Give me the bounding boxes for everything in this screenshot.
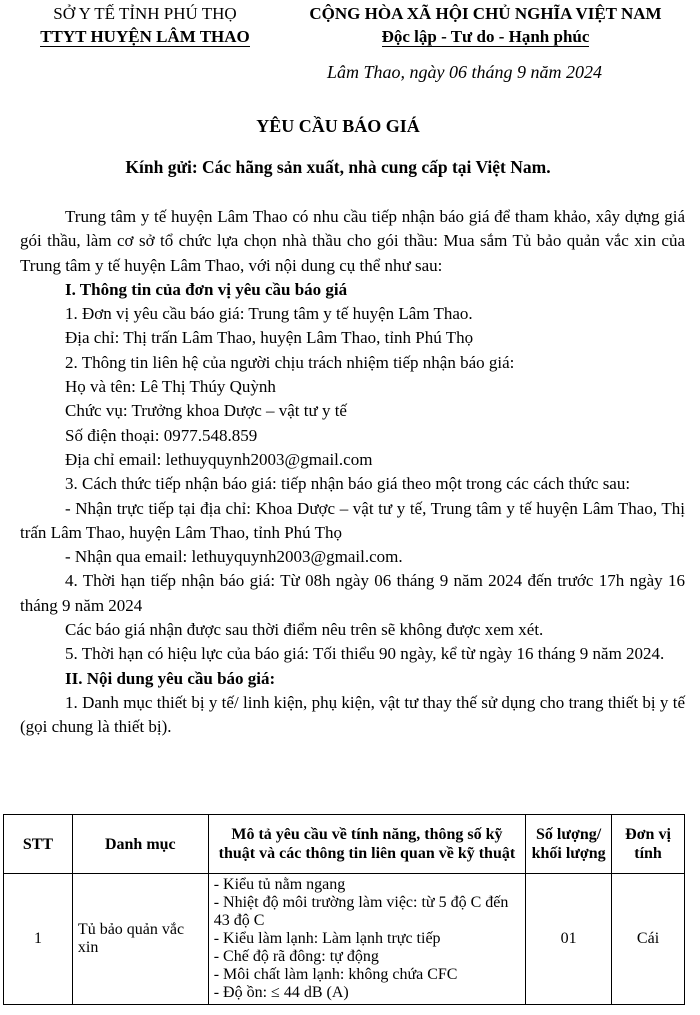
org-header (14, 2, 276, 48)
intro-paragraph: Trung tâm y tế huyện Lâm Thao có nhu cầu tiếp nhận báo giá để tham khảo, xây dựng giá gói thầu, làm cơ sở tổ chức lựa chọn nhà thầu cho gói thầu: Mua sắm Tủ bảo quản vắc xin của Trung tâm y tế huyện Lâm Thao, với nội dung cụ thể như sau: (20, 207, 685, 275)
unit-line: 1. Đơn vị yêu cầu báo giá: Trung tâm y tế huyện Lâm Thao. (65, 304, 473, 324)
table-row (4, 874, 685, 1005)
spec-line: - Nhiệt độ môi trường làm việc: từ 5 độ C đến 43 độ C (213, 894, 509, 929)
equipment-table (3, 814, 685, 1005)
contact-position: Chức vụ: Trưởng khoa Dược – vật tư y tế (65, 401, 347, 421)
cell-unit: Cái (612, 874, 685, 1005)
document-title: YÊU CẦU BÁO GIÁ (256, 116, 420, 136)
section2-heading: II. Nội dung yêu cầu báo giá: (65, 668, 276, 688)
header-quantity: Số lượng/ khối lượng (526, 815, 612, 874)
address-line: Địa chỉ: Thị trấn Lâm Thao, huyện Lâm Thao, tỉnh Phú Thọ (65, 328, 474, 348)
spec-line: - Kiểu làm lạnh: Làm lạnh trực tiếp (213, 930, 441, 947)
contact-email: Địa chỉ email: lethuyquynh2003@gmail.com (65, 449, 373, 469)
section2-item1: 1. Danh mục thiết bị y tế/ linh kiện, phụ kiện, vật tư thay thế sử dụng cho trang thiết bị y tế (gọi chung là thiết bị). (20, 692, 685, 737)
validity-line: 5. Thời hạn có hiệu lực của báo giá: Tối thiểu 90 ngày, kể từ ngày 16 tháng 9 năm 2024. (65, 644, 665, 664)
spec-line: - Kiểu tủ nằm ngang (213, 876, 346, 893)
table-header-row (4, 815, 685, 874)
cell-item: Tủ bảo quản vắc xin (72, 874, 208, 1005)
method-line: 3. Cách thức tiếp nhận báo giá: tiếp nhận báo giá theo một trong các cách thức sau: (65, 474, 631, 494)
header-unit: Đơn vị tính (612, 815, 685, 874)
header-item: Danh mục (72, 815, 208, 874)
method-direct: - Nhận trực tiếp tại địa chỉ: Khoa Dược – vật tư y tế, Trung tâm y tế huyện Lâm Thao, Thị trấn Lâm Thao, huyện Lâm Thao, tỉnh Phú Thọ (20, 498, 685, 542)
cell-specs (208, 874, 525, 1005)
document-body (20, 205, 685, 740)
section1-heading: I. Thông tin của đơn vị yêu cầu báo giá (65, 279, 348, 299)
recipient-line: Kính gửi: Các hãng sản xuất, nhà cung cấp tại Việt Nam. (125, 157, 551, 177)
contact-name: Họ và tên: Lê Thị Thúy Quỳnh (65, 377, 276, 397)
cell-quantity: 01 (526, 874, 612, 1005)
contact-phone: Số điện thoại: 0977.548.859 (65, 425, 258, 445)
deadline-line: 4. Thời hạn tiếp nhận báo giá: Từ 08h ngày 06 tháng 9 năm 2024 đến trước 17h ngày 16 tháng 9 năm 2024 (20, 571, 685, 615)
spec-line: - Chế độ rã đông: tự động (213, 948, 379, 965)
department-name: SỞ Y TẾ TỈNH PHÚ THỌ (53, 4, 237, 23)
method-email: - Nhận qua email: lethuyquynh2003@gmail.com. (65, 547, 403, 567)
cell-stt: 1 (4, 874, 73, 1005)
header-stt: STT (4, 815, 73, 874)
late-note: Các báo giá nhận được sau thời điểm nêu trên sẽ không được xem xét. (65, 620, 544, 640)
spec-line: - Độ ồn: ≤ 44 dB (A) (213, 984, 349, 1001)
contact-intro: 2. Thông tin liên hệ của người chịu trách nhiệm tiếp nhận báo giá: (65, 352, 515, 372)
header-description: Mô tả yêu cầu về tính năng, thông số kỹ thuật và các thông tin liên quan về kỹ thuật (208, 815, 525, 874)
national-header (283, 2, 688, 48)
document-date: Lâm Thao, ngày 06 tháng 9 năm 2024 (327, 62, 603, 82)
national-motto: Độc lập - Tư do - Hạnh phúc (381, 27, 590, 46)
spec-line: - Môi chất làm lạnh: không chứa CFC (213, 966, 458, 983)
organization-name: TTYT HUYỆN LÂM THAO (40, 27, 250, 46)
country-name: CỘNG HÒA XÃ HỘI CHỦ NGHĨA VIỆT NAM (309, 4, 662, 23)
